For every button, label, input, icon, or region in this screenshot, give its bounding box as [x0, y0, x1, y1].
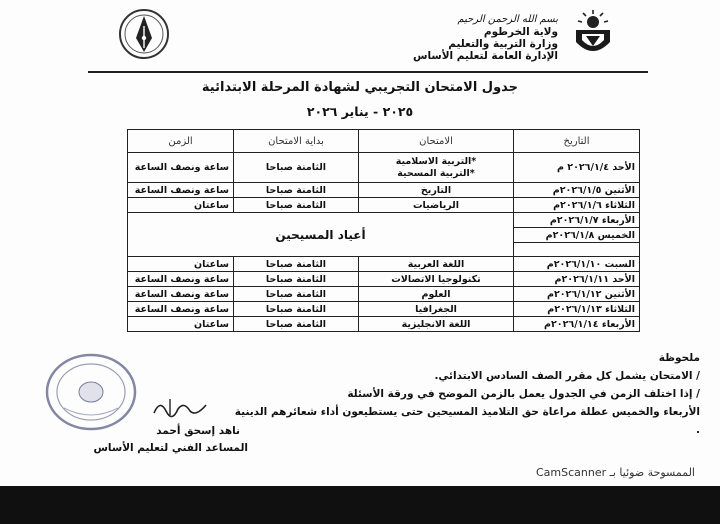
row-subject: الجغرافيا: [359, 302, 514, 317]
letterhead: [362, 14, 558, 62]
header-date: التاريخ: [514, 130, 640, 153]
subject-line: *التربية المسحية: [397, 167, 475, 179]
row-subject: العلوم: [359, 287, 514, 302]
table-header-row: [128, 130, 640, 153]
bismillah: بسم الله الرحمن الرحيم: [457, 14, 558, 25]
note-item: الأربعاء والخميس عطلة مراعاة حق التلاميذ المسيحين حتى يستطيعون أداء شعائرهم الدينية .: [234, 406, 700, 436]
subject-line: *التربية الاسلامية: [395, 155, 477, 167]
document-subtitle: ٢٠٢٥ - يناير ٢٠٢٦: [306, 104, 414, 119]
document-title: جدول الامتحان التجريبي لشهادة المرحلة الابتدائية: [201, 80, 519, 95]
row-date: الخميس ٢٠٢٦/١/٨م: [514, 228, 640, 243]
header-duration: الزمن: [128, 130, 234, 153]
table-row: [128, 257, 640, 272]
holiday-cell: أعياد المسيحين: [128, 213, 514, 257]
row-start: الثامنة صباحا: [234, 302, 359, 317]
row-subject: التاريخ: [359, 183, 514, 198]
row-start: الثامنة صباحا: [234, 257, 359, 272]
row-date: الأحد ٢٠٢٦/١/١١م: [514, 272, 640, 287]
notes-title: ملحوظة: [658, 352, 700, 364]
row-start: الثامنة صباحا: [234, 317, 359, 332]
official-stamp: [44, 352, 138, 432]
handwritten-signature: [150, 395, 210, 421]
row-date: الثلاثاء ٢٠٢٦/١/٦م: [514, 198, 640, 213]
table-row: [128, 317, 640, 332]
row-start: الثامنة صباحا: [234, 153, 359, 183]
state-name: ولاية الخرطوم: [483, 26, 558, 38]
ministry-pen-logo: [118, 8, 170, 60]
row-subject: تكنولوجيا الاتصالات: [359, 272, 514, 287]
camscanner-watermark: CamScanner الممسوحة ضوئيا بـ: [536, 466, 695, 479]
row-date: الأثنين ٢٠٢٦/١/٥م: [514, 183, 640, 198]
bottom-black-bar: [0, 486, 720, 524]
row-duration: ساعة ونصف الساعة: [128, 287, 234, 302]
table-row: [128, 302, 640, 317]
row-date: الأحد ٢٠٢٦/١/٤ م: [514, 153, 640, 183]
notes-section: [230, 349, 700, 439]
header-divider: [88, 71, 648, 73]
row-subject: اللغة الانجليزية: [359, 317, 514, 332]
row-date: السبت ٢٠٢٦/١/١٠م: [514, 257, 640, 272]
row-subject: اللغة العربية: [359, 257, 514, 272]
table-row: [128, 153, 640, 183]
row-date: الأربعاء ٢٠٢٦/١/٧م: [514, 213, 640, 228]
note-item: / إذا اختلف الزمن في الجدول يعمل بالزمن الموضح في ورقة الأسئلة: [347, 388, 700, 400]
row-start: الثامنة صباحا: [234, 287, 359, 302]
directorate-name: الإدارة العامة لتعليم الأساس: [412, 50, 558, 62]
ministry-name: وزارة التربية والتعليم: [448, 38, 558, 50]
table-row: [128, 287, 640, 302]
header-exam: الامتحان: [359, 130, 514, 153]
row-date: الثلاثاء ٢٠٢٦/١/١٣م: [514, 302, 640, 317]
row-duration: ساعتان: [128, 317, 234, 332]
signatory-name: ناهد إسحق أحمد: [156, 425, 240, 437]
note-item: / الامتحان يشمل كل مقرر الصف السادس الابتدائي.: [434, 370, 700, 382]
table-row: [128, 183, 640, 198]
row-subject: الرياضيات: [359, 198, 514, 213]
row-duration: ساعتان: [128, 198, 234, 213]
row-duration: ساعة ونصف الساعة: [128, 153, 234, 183]
row-duration: ساعتان: [128, 257, 234, 272]
row-duration: ساعة ونصف الساعة: [128, 302, 234, 317]
row-date: الأثنين ٢٠٢٦/١/١٢م: [514, 287, 640, 302]
signatory-title: المساعد الفني لتعليم الأساس: [93, 442, 248, 454]
table-row: [128, 198, 640, 213]
row-subject: [359, 153, 514, 183]
table-row: [128, 272, 640, 287]
table-row: [128, 213, 640, 228]
row-duration: ساعة ونصف الساعة: [128, 272, 234, 287]
khartoum-state-emblem: [570, 8, 616, 60]
row-start: الثامنة صباحا: [234, 183, 359, 198]
row-duration: ساعة ونصف الساعة: [128, 183, 234, 198]
row-start: الثامنة صباحا: [234, 272, 359, 287]
exam-schedule-table: [127, 129, 640, 332]
header-start: بداية الامتحان: [234, 130, 359, 153]
row-date: الأربعاء ٢٠٢٦/١/١٤م: [514, 317, 640, 332]
row-date-empty: [514, 243, 640, 257]
row-start: الثامنة صباحا: [234, 198, 359, 213]
